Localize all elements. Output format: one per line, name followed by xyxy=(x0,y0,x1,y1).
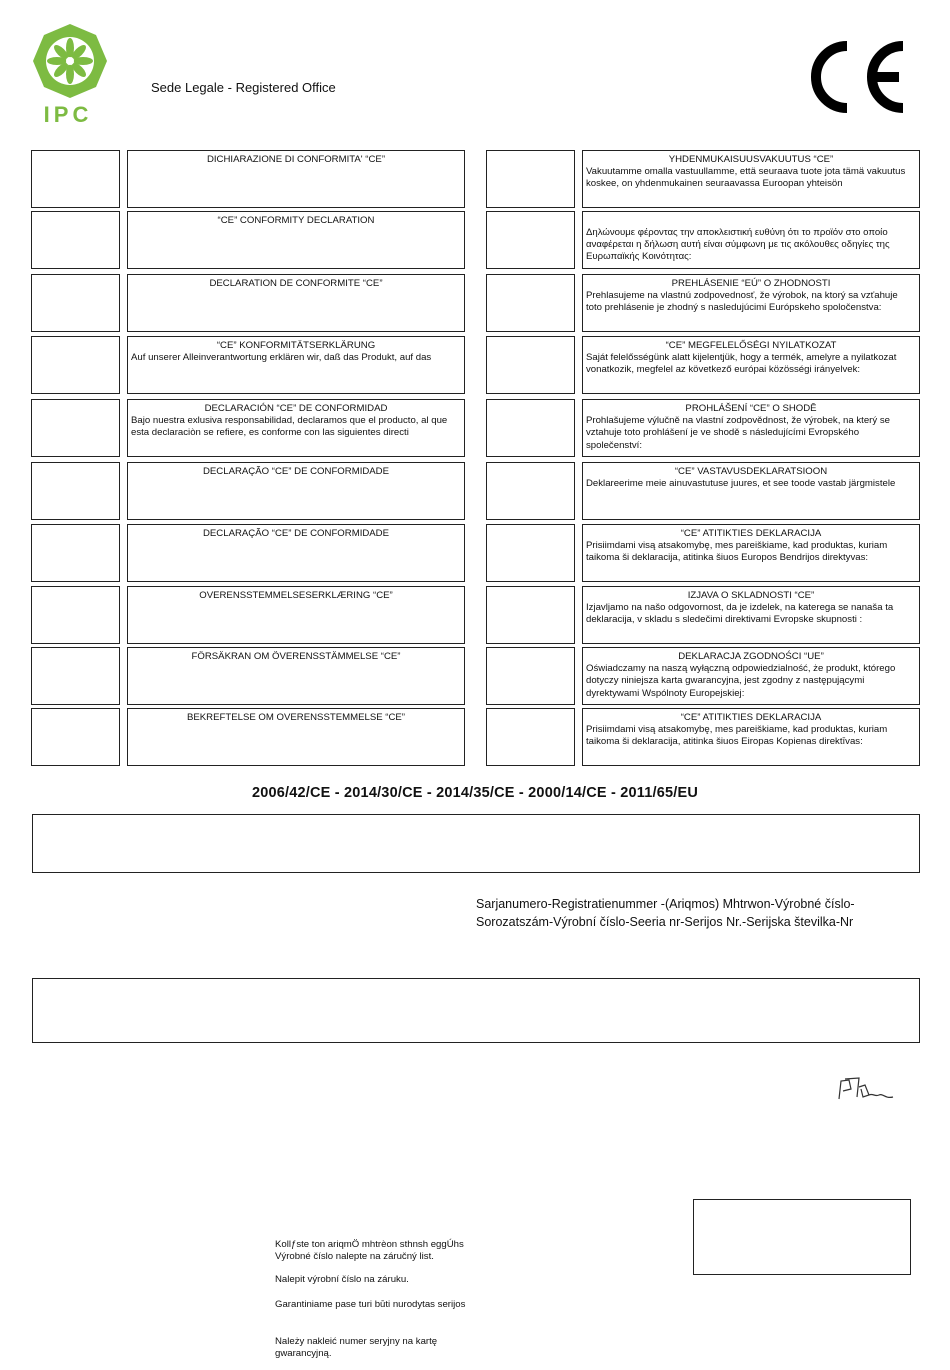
declaration-box-cs xyxy=(582,399,920,457)
signature-icon xyxy=(835,1075,895,1105)
left-blank-box xyxy=(31,462,120,520)
declaration-text: Prisiimdami visą atsakomybę, mes pareiškiame, kad produktas, kuriam taikoma ši deklaracija, atitinka šiuos Europos Bendrijos direktyvas: xyxy=(586,540,888,564)
declaration-title: PREHLÁSENIE “EÚ” O ZHODNOSTI xyxy=(671,278,831,289)
declaration-title: “CE” ATITIKTIES DEKLARACIJA xyxy=(680,712,822,723)
left-blank-box xyxy=(31,336,120,394)
declaration-title: DECLARATION DE CONFORMITE “CE” xyxy=(209,278,383,289)
declaration-title: BEKREFTELSE OM OVERENSSTEMMELSE “CE” xyxy=(186,712,406,723)
declaration-box-pt xyxy=(127,462,465,520)
company-logo xyxy=(30,22,110,130)
declaration-box-de xyxy=(127,336,465,394)
directives-list: 2006/42/CE - 2014/30/CE - 2014/35/CE - 2000/14/CE - 2011/65/EU xyxy=(251,785,699,801)
declaration-text: Bajo nuestra exlusiva responsabilidad, declaramos que el producto, al que esta declaraciòn se refiere, es conforme con las siguientes directi xyxy=(131,415,448,439)
declaration-text: Auf unserer Alleinverantwortung erklären wir, daß das Produkt, auf das xyxy=(131,352,432,364)
declaration-box-fr xyxy=(127,274,465,332)
ce-mark-icon xyxy=(803,40,907,114)
declaration-box-pl xyxy=(582,647,920,705)
right-blank-box xyxy=(486,150,575,208)
declaration-title: “CE” CONFORMITY DECLARATION xyxy=(217,215,375,226)
registered-office-label: Sede Legale - Registered Office xyxy=(151,80,336,95)
logo-text: IPC xyxy=(43,102,93,127)
left-blank-box xyxy=(31,211,120,269)
declaration-text: Δηλώνουμε φέροντας την αποκλειστική ευθύνη ότι το προϊόν στο οποίο αναφέρεται η δήλωση αυτή είναι σύμφωνη με τις ακόλουθες οδηγίες της Ευρωπαϊκής Κοινότητας: xyxy=(586,227,890,263)
declaration-text: Deklareerime meie ainuvastutuse juures, et see toode vastab järgmistele xyxy=(586,478,896,490)
serial-note: Należy nakleić numer seryjny na kartę gwarancyjną. xyxy=(275,1336,438,1359)
declaration-title: “CE” VASTAVUSDEKLARATSIOON xyxy=(674,466,828,477)
declaration-title: OVERENSSTEMMELSESERKLÆRING “CE” xyxy=(199,590,393,601)
serial-note: Garantiniame pase turi būti nurodytas serijos xyxy=(275,1299,466,1310)
left-blank-box xyxy=(31,586,120,644)
right-blank-box xyxy=(486,708,575,766)
serial-note: Nalepit výrobní číslo na záruku. xyxy=(275,1274,409,1285)
right-blank-box xyxy=(486,524,575,582)
declaration-title: DECLARAÇÃO “CE” DE CONFORMIDADE xyxy=(202,528,390,539)
declaration-box-et xyxy=(582,462,920,520)
declaration-box-es xyxy=(127,399,465,457)
right-blank-box xyxy=(486,586,575,644)
declaration-box-da xyxy=(127,586,465,644)
left-blank-box xyxy=(31,524,120,582)
declaration-title: DECLARAÇÃO “CE” DE CONFORMIDADE xyxy=(202,466,390,477)
right-blank-box xyxy=(486,462,575,520)
declaration-box-el xyxy=(582,211,920,269)
declaration-box-it xyxy=(127,150,465,208)
left-blank-box xyxy=(31,708,120,766)
declaration-box-sk xyxy=(582,274,920,332)
declaration-box-sv xyxy=(127,647,465,705)
declaration-box-lt xyxy=(582,524,920,582)
declaration-text: Oświadczamy na naszą wyłączną odpowiedzialność, że produkt, którego dotyczy niniejsza karta gwarancyjna, jest zgodny z następującymi dyrektywami Wspólnoty Europejskiej: xyxy=(586,663,896,699)
declaration-title: “CE” MEGFELELŐSÉGI NYILATKOZAT xyxy=(665,340,837,351)
serial-number-box xyxy=(32,978,920,1043)
declaration-title: IZJAVA O SKLADNOSTI “CE” xyxy=(687,590,815,601)
signature xyxy=(835,1075,895,1105)
product-info-box xyxy=(32,814,920,873)
declaration-box-fi xyxy=(582,150,920,208)
serial-number-label xyxy=(476,895,926,931)
declaration-title: FÖRSÄKRAN OM ÖVERENSSTÄMMELSE “CE” xyxy=(191,651,401,662)
right-blank-box xyxy=(486,274,575,332)
right-blank-box xyxy=(486,211,575,269)
left-blank-box xyxy=(31,647,120,705)
declaration-box-pt-2 xyxy=(127,524,465,582)
declaration-title: DICHIARAZIONE DI CONFORMITA' “CE” xyxy=(206,154,386,165)
serial-label-line: Sorozatszám-Výrobní číslo-Seeria nr-Serijos Nr.-Serijska številka-Nr xyxy=(476,915,854,929)
declaration-title: DECLARACIÓN “CE” DE CONFORMIDAD xyxy=(204,403,388,414)
left-blank-box xyxy=(31,150,120,208)
declaration-box-en xyxy=(127,211,465,269)
ipc-flower-icon xyxy=(30,22,110,102)
stamp-box xyxy=(693,1199,911,1275)
serial-note: Kollƒste ton ariqmÖ mhtrèon sthnsh eggÚhs Výrobné číslo nalepte na záručný list. xyxy=(275,1239,464,1262)
ce-mark xyxy=(803,40,907,114)
declaration-text: Izjavljamo na našo odgovornost, da je izdelek, na katerega se nanaša ta deklaracija, v skladu s sledečimi direktivami Evropske skupnosti : xyxy=(586,602,894,626)
left-blank-box xyxy=(31,399,120,457)
left-blank-box xyxy=(31,274,120,332)
declaration-title: “CE” ATITIKTIES DEKLARACIJA xyxy=(680,528,822,539)
right-blank-box xyxy=(486,336,575,394)
declaration-title: YHDENMUKAISUUSVAKUUTUS “CE” xyxy=(668,154,834,165)
declaration-text: Prehlasujeme na vlastnú zodpovednosť, že výrobok, na ktorý sa vzťahuje toto prehlásenie je zhodný s nasledujúcimi Európskeho spoločenstva: xyxy=(586,290,898,314)
declaration-text: Prisiimdami visą atsakomybę, mes pareiškiame, kad produktas, kuriam taikoma ši deklaracija, atitinka šiuos Eiropas Kopienas direktīvas: xyxy=(586,724,888,748)
declaration-text: Prohlašujeme výlučně na vlastní zodpovědnost, že výrobek, na který se vztahuje toto prohlášení je ve shodě s následujícími Evropského společenství: xyxy=(586,415,890,451)
declaration-text: Saját felelősségünk alatt kijelentjük, hogy a termék, amelyre a nyilatkozat vonatkozik, megfelel az következő európai közösségi irányelvek: xyxy=(586,352,897,376)
right-blank-box xyxy=(486,399,575,457)
declaration-text: Vakuutamme omalla vastuullamme, että seuraava tuote jota tämä vakuutus koskee, on yhdenmukainen seuraavassa Euroopan yhteisön xyxy=(586,166,906,190)
right-blank-box xyxy=(486,647,575,705)
declaration-box-sl xyxy=(582,586,920,644)
declaration-title: PROHLÁŠENÍ “CE” O SHODĚ xyxy=(685,403,817,414)
declaration-box-hu xyxy=(582,336,920,394)
serial-label-line: Sarjanumero-Registratienummer -(Ariqmos) Mhtrwon-Výrobné číslo- xyxy=(476,897,855,911)
declaration-title: DEKLARACJA ZGODNOŚCI “UE” xyxy=(678,651,824,662)
declaration-title: “CE” KONFORMITÄTSERKLÄRUNG xyxy=(216,340,376,351)
declaration-box-lv xyxy=(582,708,920,766)
declaration-box-no xyxy=(127,708,465,766)
